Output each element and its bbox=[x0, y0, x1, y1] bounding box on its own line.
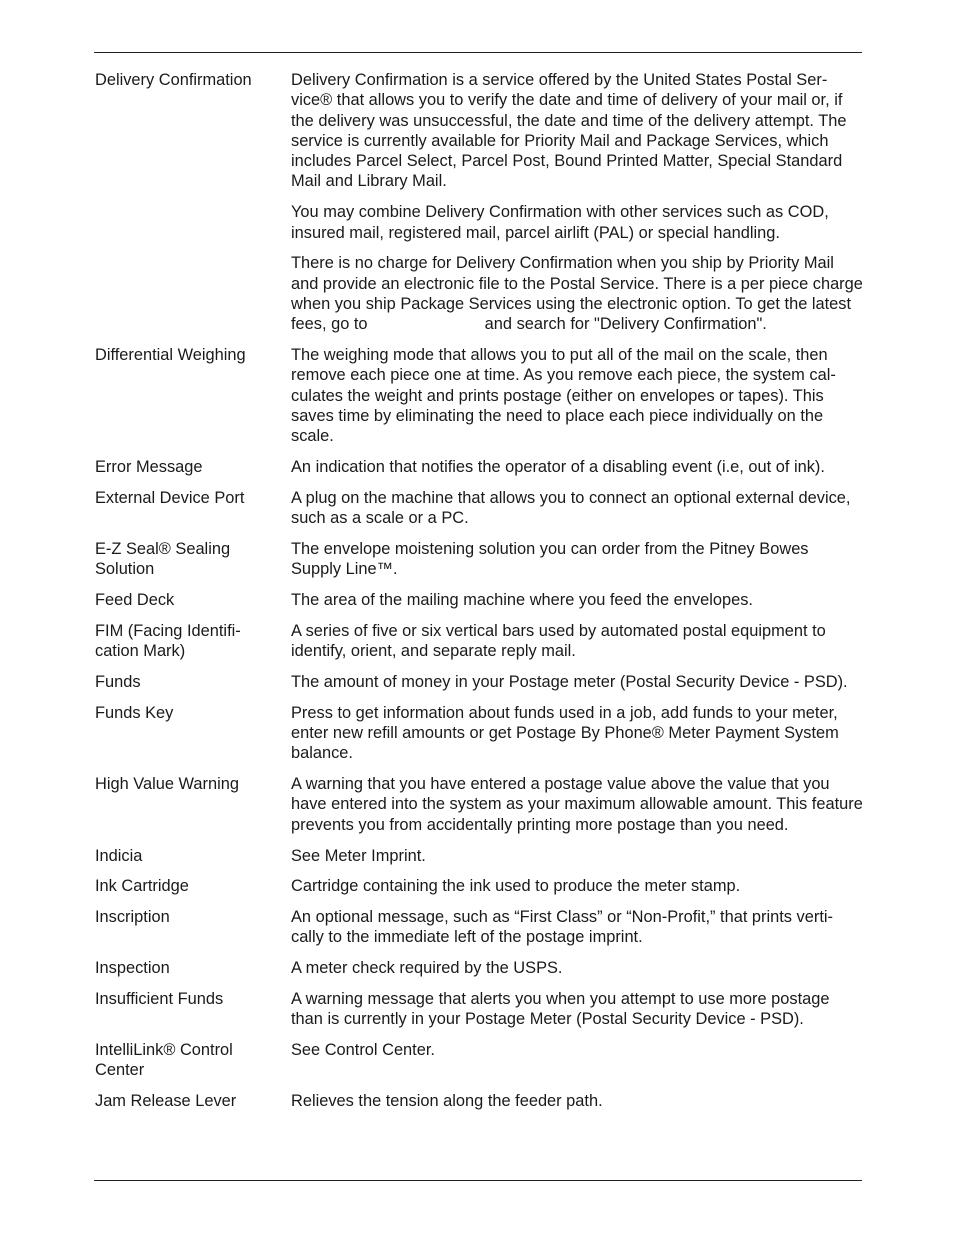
definition-text: and search for "Delivery Confirmation". bbox=[484, 315, 767, 334]
definition-paragraph: See Control Center. bbox=[291, 1041, 435, 1060]
glossary-entry bbox=[95, 989, 863, 1030]
glossary-entry bbox=[95, 488, 863, 529]
glossary-definition bbox=[291, 590, 863, 610]
glossary-list bbox=[95, 70, 863, 1122]
definition-paragraph: The weighing mode that allows you to put all of the mail on the scale, then remove each piece one at time. As you remove each piece, the system cal-culates the weight and prints postage (either on envelopes or tapes). This saves time by eliminating the need to place each piece individually on the scale. bbox=[291, 346, 836, 446]
glossary-term: External Device Port bbox=[95, 488, 245, 507]
definition-paragraph: The amount of money in your Postage meter (Postal Security Device - PSD). bbox=[291, 672, 848, 691]
glossary-term: Insufficient Funds bbox=[95, 989, 224, 1008]
glossary-entry bbox=[95, 590, 863, 610]
glossary-entry bbox=[95, 876, 863, 896]
definition-paragraph: You may combine Delivery Confirmation with other services such as COD, insured mail, registered mail, parcel airlift (PAL) or special handling. bbox=[291, 203, 829, 242]
glossary-term: E-Z Seal® Sealing Solution bbox=[95, 539, 231, 579]
glossary-term: Ink Cartridge bbox=[95, 877, 189, 896]
glossary-definition bbox=[291, 846, 863, 866]
definition-paragraph: A plug on the machine that allows you to connect an optional external device, such as a scale or a PC. bbox=[291, 488, 851, 528]
glossary-definition bbox=[291, 958, 863, 978]
definition-text: There is no charge for Delivery Confirmation when you ship by Priority Mail and provide an electronic file to the Postal Service. There is a per piece charge when you ship Package Services using the electronic option. To get the latest fees, go to bbox=[291, 254, 863, 334]
glossary-definition bbox=[291, 1040, 863, 1060]
glossary-term: Differential Weighing bbox=[95, 346, 246, 365]
glossary-entry bbox=[95, 703, 863, 764]
glossary-entry bbox=[95, 1040, 863, 1081]
glossary-entry bbox=[95, 70, 863, 335]
glossary-definition bbox=[291, 907, 863, 948]
glossary-definition bbox=[291, 876, 863, 896]
glossary-term: Inspection bbox=[95, 959, 170, 978]
glossary-definition bbox=[291, 774, 863, 835]
glossary-definition bbox=[291, 1091, 863, 1111]
glossary-definition bbox=[291, 488, 863, 529]
definition-paragraph: The envelope moistening solution you can order from the Pitney Bowes Supply Line™. bbox=[291, 539, 809, 579]
glossary-term: Funds Key bbox=[95, 703, 174, 722]
glossary-term: IntelliLink® Control Center bbox=[95, 1041, 233, 1080]
glossary-entry bbox=[95, 345, 863, 446]
definition-paragraph: The area of the mailing machine where you feed the envelopes. bbox=[291, 591, 753, 610]
glossary-entry bbox=[95, 846, 863, 866]
glossary-entry bbox=[95, 621, 863, 662]
glossary-entry bbox=[95, 457, 863, 477]
definition-paragraph: A meter check required by the USPS. bbox=[291, 959, 563, 978]
glossary-term: Jam Release Lever bbox=[95, 1092, 237, 1111]
glossary-term: Funds bbox=[95, 672, 141, 691]
glossary-definition bbox=[291, 703, 863, 764]
definition-paragraph: A series of five or six vertical bars used by automated postal equipment to identify, orient, and separate reply mail. bbox=[291, 621, 826, 661]
glossary-entry bbox=[95, 774, 863, 835]
glossary-entry bbox=[95, 1091, 863, 1111]
glossary-entry bbox=[95, 539, 863, 580]
definition-paragraph: An optional message, such as “First Class” or “Non-Profit,” that prints verti-cally to the immediate left of the postage imprint. bbox=[291, 908, 833, 947]
definition-paragraph: Cartridge containing the ink used to produce the meter stamp. bbox=[291, 877, 741, 896]
glossary-definition bbox=[291, 70, 863, 335]
glossary-term: Feed Deck bbox=[95, 591, 175, 610]
glossary-definition bbox=[291, 345, 863, 446]
definition-paragraph bbox=[291, 253, 863, 334]
glossary-entry bbox=[95, 958, 863, 978]
glossary-definition bbox=[291, 672, 863, 692]
glossary-term: FIM (Facing Identifi-cation Mark) bbox=[95, 621, 241, 661]
glossary-term: Delivery Confirmation bbox=[95, 71, 252, 89]
definition-paragraph: A warning that you have entered a postage value above the value that you have entered into the system as your maximum allowable amount. This feature prevents you from accidentally printing more postage than you need. bbox=[291, 775, 863, 834]
definition-paragraph: An indication that notifies the operator of a disabling event (i.e, out of ink). bbox=[291, 458, 825, 477]
definition-paragraph: Delivery Confirmation is a service offered by the United States Postal Ser-vice® that allows you to verify the date and time of delivery of your mail or, if the delivery was unsuccessful, the date and time of the delivery attempt. The service is currently available for Priority Mail and Package Services, which includes Parcel Select, Parcel Post, Bound Printed Matter, Special Standard Mail and Library Mail. bbox=[291, 71, 847, 191]
definition-paragraph: Press to get information about funds used in a job, add funds to your meter, enter new refill amounts or get Postage By Phone® Meter Payment System balance. bbox=[291, 703, 839, 763]
top-rule bbox=[94, 52, 862, 53]
glossary-definition bbox=[291, 621, 863, 662]
definition-paragraph: A warning message that alerts you when you attempt to use more postage than is currently in your Postage Meter (Postal Security Device - PSD). bbox=[291, 989, 830, 1029]
glossary-term: Indicia bbox=[95, 846, 143, 865]
glossary-entry bbox=[95, 907, 863, 948]
definition-paragraph: Relieves the tension along the feeder path. bbox=[291, 1092, 603, 1111]
glossary-definition bbox=[291, 539, 863, 580]
glossary-entry bbox=[95, 672, 863, 692]
glossary-definition bbox=[291, 457, 863, 477]
bottom-rule bbox=[94, 1180, 862, 1181]
definition-paragraph: See Meter Imprint. bbox=[291, 846, 426, 865]
glossary-term: Inscription bbox=[95, 908, 170, 927]
glossary-term: High Value Warning bbox=[95, 775, 239, 794]
glossary-definition bbox=[291, 989, 863, 1030]
glossary-term: Error Message bbox=[95, 458, 203, 477]
